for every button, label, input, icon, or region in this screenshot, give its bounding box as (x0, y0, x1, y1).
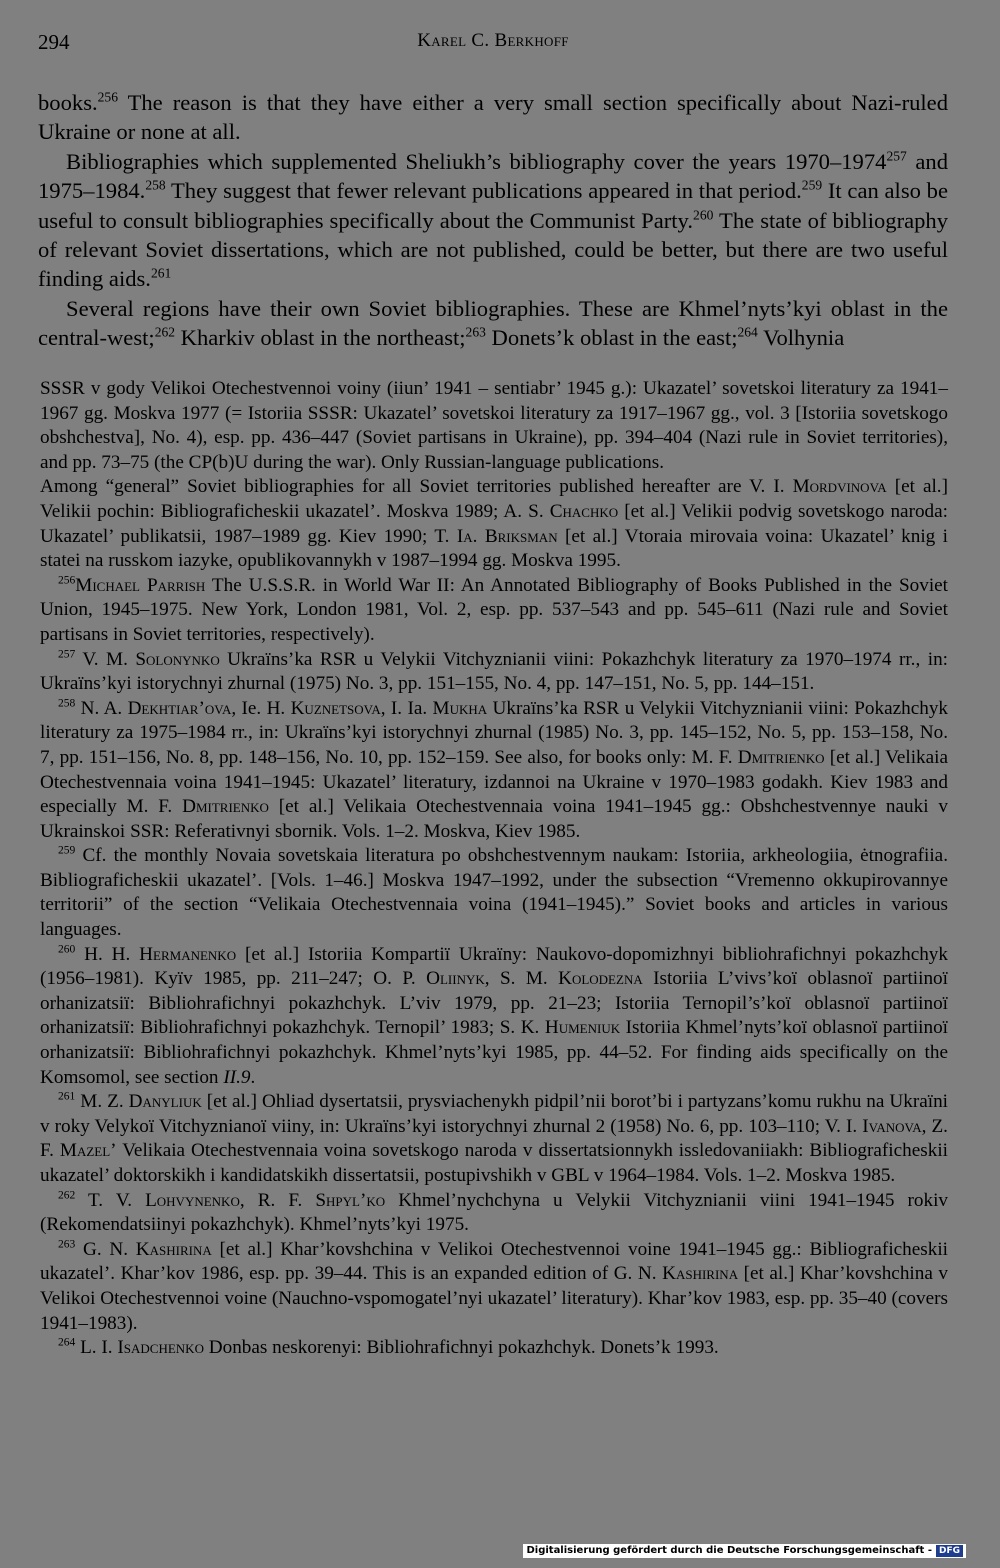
author-name: Ia. Briksman (456, 525, 558, 547)
footnote-ref-264: 264 (737, 324, 758, 340)
author-name: Dmitrienko (737, 746, 825, 768)
text-run: , I. Ia. (380, 697, 433, 719)
footnote-ref-260: 260 (693, 207, 714, 223)
paragraph-1 (38, 88, 948, 147)
page-number: 294 (38, 30, 70, 54)
text-run: [et al.] Ohliad dysertatsii, prysviachenykh pidpil’nii borot’bi i partyzans’komu rukhu na Ukraïni v roky Velykoï Vitchyznianoï viiny, in: Ukraïns’kyi istorychnyi zhurnal 2 (1958) No. 6, pp. 103–110; V. I. (40, 1091, 949, 1137)
footnote-number: 264 (58, 1336, 76, 1349)
text-run: Kharkiv oblast in the northeast; (175, 325, 466, 351)
footnote-continuation-general (40, 475, 948, 573)
text-run: N. A. (75, 697, 128, 719)
footnote-258 (40, 697, 948, 845)
footnote-ref-263: 263 (465, 324, 486, 340)
text-run: G. N. (75, 1238, 136, 1260)
text-run: books. (38, 90, 98, 115)
footnote-number: 256 (58, 574, 76, 587)
author-name: Hermanenko (139, 943, 237, 965)
text-run: H. H. (75, 943, 140, 965)
footnote-263 (40, 1238, 948, 1336)
author-name: Michael Parrish (75, 574, 206, 596)
text-run: Istoriia L’vivs’koï oblasnoï partiinoï orhanizatsiï: Bibliohrafichnyi pokazhchyk. L’viv 1979, pp. 21–23; Istoriia Ternopil’s’koï oblasnoï partiinoï orhanizatsiï: Bibliohrafichnyi pokazhchyk. Ternopil’ 1983; S. K. (40, 968, 948, 1039)
footnote-number: 258 (58, 697, 76, 710)
text-run: [et al.] Vtoraia mirovaia voina: Ukazatel’ knig i statei na russkom iazyke, opublikovannykh v 1987–1994 gg. Moskva 1995. (40, 525, 949, 572)
footnote-number: 261 (58, 1090, 76, 1103)
text-run: Khmel’nychchyna u Velykii Vitchyznianii viini 1941–1945 rokiv (Rekomendatsiinyi pokazhchyk). Khmel’nyts’kyi 1975. (40, 1189, 948, 1236)
text-run: [et al.] Istoriia Kompartiï Ukraïny: Naukovo-dopomizhnyi bibliohrafichnyi pokazhchyk (1956–1981). Kyïv 1985, pp. 211–247; O. P. (40, 943, 948, 990)
digitization-footer (523, 1544, 966, 1558)
footnote-259 (40, 844, 948, 942)
text-run: . (250, 1066, 256, 1088)
footnote-ref-262: 262 (154, 324, 176, 340)
author-name: Shpyl’ko (315, 1189, 386, 1211)
text-run: [et al.] Velikaia Otechestvennaia voina 1941–1945 gg.: Obshchestvennye nauki v Ukrainskoi SSR: Referativnyi sbornik. Vols. 1–2. Moskva, Kiev 1985. (40, 796, 948, 842)
footnotes (40, 377, 948, 1361)
author-name: Dekhtiar’ova (127, 697, 232, 719)
paragraph-3 (38, 294, 948, 353)
text-run: L. I. (75, 1337, 118, 1359)
footnote-262 (40, 1189, 948, 1238)
author-name: Isadchenko (117, 1337, 204, 1359)
text-run: [et al.] Velikaia Otechestvennaia voina 1941–1945: Ukazatel’ literatury, izdannoi na Ukraine v 1970–1983 godakh. Kiev 1983 and especially M. F. (40, 746, 948, 818)
section-reference: II.9 (223, 1066, 251, 1088)
text-run: [et al.] Khar’kovshchina v Velikoi Otechestvennoi voine 1941–1945 gg.: Bibliograficheskii ukazatel’. Khar’kov 1986, esp. pp. 39–44. This is an expanded edition of G. N. (40, 1238, 949, 1285)
footnote-261 (40, 1090, 948, 1188)
text-run: It can also be useful to consult bibliographies specifically about the Communist Party. (38, 178, 948, 233)
text-run: The U.S.S.R. in World War II: An Annotated Bibliography of Books Published in the Soviet Union, 1945–1975. New York, London 1981, Vol. 2, esp. pp. 537–543 and pp. 545–611 (Nazi rule and Soviet partisans in Soviet territories, respectively). (40, 574, 948, 645)
footnote-continuation: SSSR v gody Velikoi Otechestvennoi voiny (iiun’ 1941 – sentiabr’ 1945 g.): Ukazatel’ sovetskoi literatury za 1941–1967 gg. Moskva 1977 (= Istoriia SSSR: Ukazatel’ sovetskoi literatury za 1917–1967 gg., vol. 3 [Istoriia sovetskogo obshchestva], No. 4), esp. pp. 436–447 (Soviet partisans in Ukraine), pp. 394–404 (Nazi rule in Soviet territories), and pp. 73–75 (the CP(b)U during the war). Only Russian-language publications. (40, 378, 948, 473)
footnote-ref-259: 259 (801, 177, 823, 193)
text-run: They suggest that fewer relevant publications appeared in that period. (165, 178, 802, 204)
text-run: V. M. (75, 648, 136, 670)
text-run: Several regions have their own Soviet bibliographies. These are Khmel’nyts’kyi oblast in the central-west; (38, 295, 948, 351)
text-run: [et al.] Velikii pochin: Bibliograficheskii ukazatel’. Moskva 1989; A. S. (40, 476, 948, 522)
text-run: [et al.] Velikii podvig sovetskogo naroda: Ukazatel’ publikatsii, 1987–1989 gg. Kiev 1990; T. (40, 500, 948, 547)
footnote-ref-257: 257 (886, 148, 907, 164)
text-run: Ukraïns’ka RSR u Velykii Vitchyznianii viini: Pokazhchyk literatury za 1970–1974 rr., in: Ukraïns’kyi istorychnyi zhurnal (1975) No. 3, pp. 151–155, No. 4, pp. 147–151, No. 5, pp. 144–151. (40, 648, 948, 695)
page-header (38, 30, 948, 60)
footnote-number: 257 (58, 648, 76, 661)
text-run: Ukraïns’ka RSR u Velykii Vitchyznianii viini: Pokazhchyk literatury za 1975–1984 rr., in: Ukraïns’kyi istorychnyi zhurnal (1985) No. 3, pp. 145–152, No. 5, pp. 153–158, No. 7, pp. 151–156, No. 8, pp. 148–156, No. 10, pp. 152–159. See also, for books only: M. F. (40, 697, 949, 768)
author-name: Mordvinova (792, 476, 887, 498)
author-name: Ivanova (862, 1115, 922, 1137)
text-run: Bibliographies which supplemented Sheliukh’s bibliography cover the years 1970–1974 (66, 148, 887, 174)
author-name: Kashirina (135, 1238, 212, 1260)
author-name: Mukha (432, 697, 488, 719)
text-run: , Ie. H. (231, 697, 291, 719)
author-name: Solonynko (135, 648, 220, 670)
text-run: , S. M. (484, 968, 559, 990)
footnote-ref-256: 256 (97, 89, 118, 105)
text-run: The reason is that they have either a very small section specifically about Nazi-ruled Ukraine or none at all. (38, 90, 948, 145)
text-run: Donbas neskorenyi: Bibliohrafichnyi pokazhchyk. Donets’k 1993. (203, 1337, 719, 1359)
footnote-number: 263 (58, 1238, 76, 1251)
text-run: M. Z. (75, 1091, 129, 1113)
author-name: Mazel’ (59, 1140, 117, 1162)
author-name: Danyliuk (128, 1091, 202, 1113)
footnote-number: 259 (58, 844, 76, 857)
author-name: Kashirina (662, 1263, 739, 1285)
footnote-264 (40, 1336, 948, 1361)
text-run: Velikaia Otechestvennaia voina sovetskogo naroda v dissertatsionnykh issledovaniiakh: Bibliograficheskii ukazatel’ doktorskikh i kandidatskikh dissertatsii, postupivshikh v GBL v 1964–1984. Vols. 1–2. Moskva 1985. (40, 1140, 948, 1186)
funding-notice: Digitalisierung gefördert durch die Deutsche Forschungsgemeinschaft - (526, 1545, 932, 1556)
footnote-260 (40, 943, 948, 1091)
footnote-ref-258: 258 (145, 177, 166, 193)
author-name: Dmitrienko (182, 796, 269, 818)
footnote-ref-261: 261 (150, 265, 172, 281)
dfg-logo-icon: DFG (936, 1545, 963, 1557)
text-run: T. V. (75, 1189, 146, 1211)
text-run: [et al.] Khar’kovshchina v Velikoi Otechestvennoi voine (Nauchno-vspomogatel’nyi ukazatel’ literatury). Khar’kov 1983, esp. pp. 35–40 (covers 1941–1983). (40, 1263, 948, 1334)
text-run: Among “general” Soviet bibliographies for all Soviet territories published hereafter are V. I. (40, 476, 793, 498)
main-text (38, 88, 948, 353)
text-run: , Z. F. (40, 1115, 948, 1162)
text-run: , R. F. (239, 1189, 316, 1211)
text-run: Cf. the monthly Novaia sovetskaia literatura po obshchestvennym naukam: Istoriia, arkheologiia, ėtnografiia. Bibliograficheskii ukazatel’. [Vols. 1–46.] Moskva 1947–1992, under the subsection “Vremenno okkupirovannye territorii” of the section “Velikaia Otechestvennaia voina (1941–1945).” Soviet books and articles in various languages. (40, 845, 948, 941)
footnote-257 (40, 648, 948, 697)
running-head: Karel C. Berkhoff (417, 30, 569, 51)
text-run: Istoriia Khmel’nyts’koï oblasnoï partiinoï orhanizatsiï: Bibliohrafichnyi pokazhchyk. Khmel’nyts’kyi 1985, pp. 44–52. For finding aids specifically on the Komsomol, see section (40, 1017, 948, 1088)
footnote-256 (40, 574, 948, 648)
author-name: Lohvynenko (145, 1189, 240, 1211)
footnote-number: 260 (58, 943, 76, 956)
footnote-number: 262 (58, 1189, 76, 1202)
text-run: Volhynia (757, 325, 845, 351)
author-name: Oliinyk (426, 968, 485, 990)
author-name: Kolodezna (558, 968, 643, 990)
paragraph-2 (38, 147, 948, 294)
text-run: The state of bibliography of relevant Soviet dissertations, which are not published, could be better, but there are two useful finding aids. (38, 207, 949, 292)
author-name: Humeniuk (544, 1017, 621, 1039)
text-run: Donets’k oblast in the east; (485, 325, 738, 351)
text-run: and 1975–1984. (38, 148, 948, 204)
author-name: Chachko (549, 500, 619, 522)
author-name: Kuznetsova (290, 697, 381, 719)
